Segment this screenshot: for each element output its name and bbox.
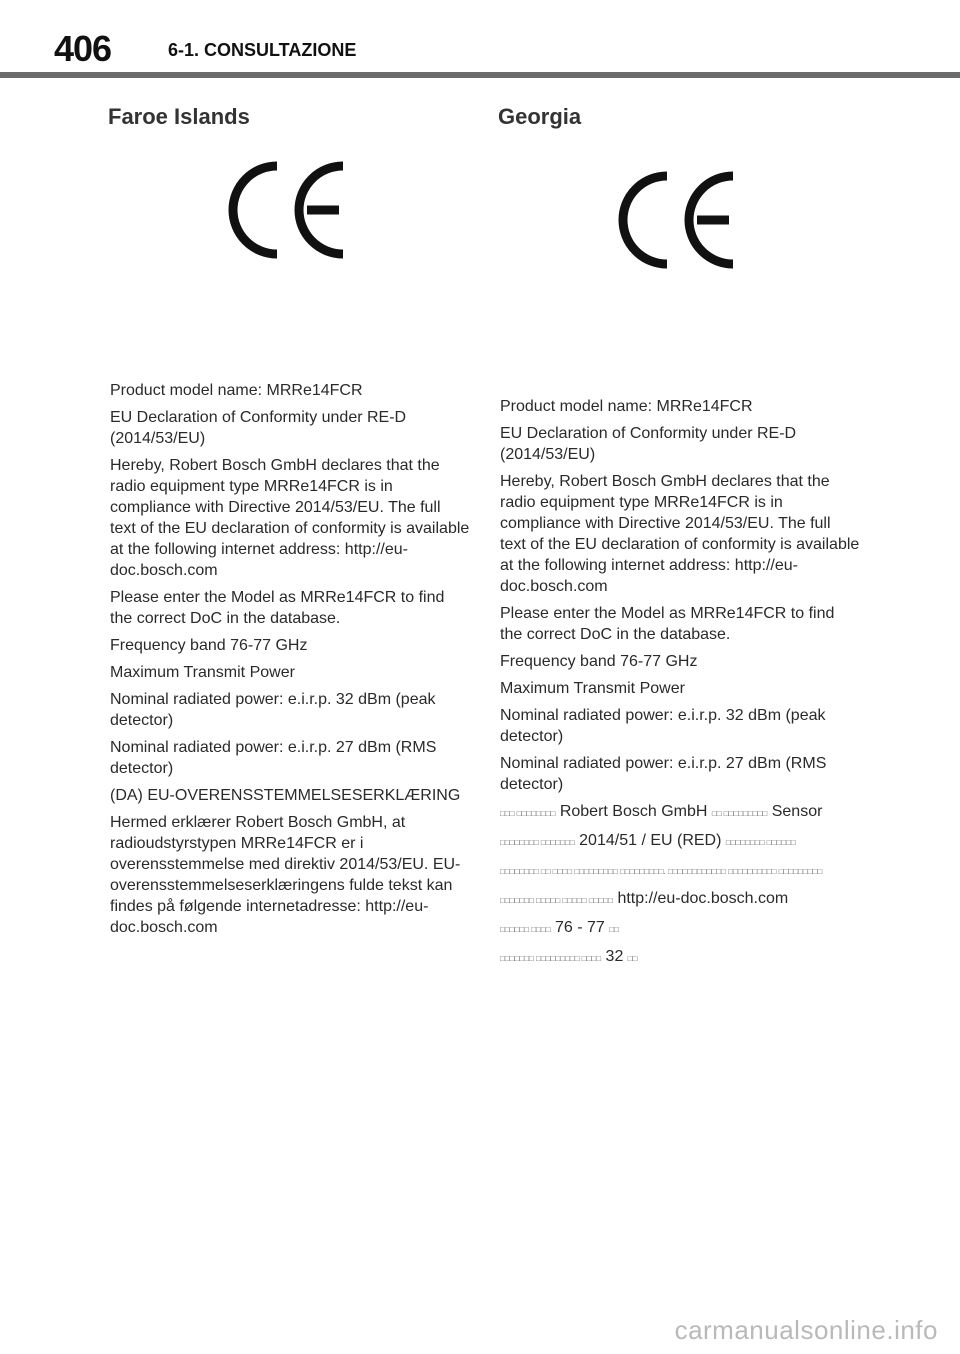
page-header xyxy=(0,0,960,80)
paragraph: Nominal radiated power: e.i.r.p. 27 dBm (RMS detector) xyxy=(500,755,827,793)
paragraph: Maximum Transmit Power xyxy=(110,664,295,681)
georgian-line xyxy=(500,946,860,969)
line-text: 32 xyxy=(605,948,624,965)
line-text: Robert Bosch GmbH xyxy=(559,803,708,820)
ce-mark-container xyxy=(500,170,860,350)
georgian-line xyxy=(500,859,860,882)
missing-glyphs: □□ □□□□□□□□□ xyxy=(711,809,768,818)
missing-glyphs: □□□□□□□ □□□□□ □□□□□ □□□□□ xyxy=(500,896,613,905)
paragraph: Frequency band 76-77 GHz xyxy=(500,653,698,670)
paragraph: (DA) EU-OVERENSSTEMMELSESERKLÆRING xyxy=(110,787,461,804)
section-title: 6-1. CONSULTAZIONE xyxy=(168,40,357,60)
missing-glyphs: □□□□□□ □□□□ xyxy=(500,925,551,934)
line-text: http://eu-doc.bosch.com xyxy=(617,890,789,907)
paragraph: Please enter the Model as MRRe14FCR to find the correct DoC in the database. xyxy=(500,605,835,643)
paragraph: Product model name: MRRe14FCR xyxy=(500,398,753,415)
page-number: 406 xyxy=(54,28,112,69)
paragraph: Product model name: MRRe14FCR xyxy=(110,382,363,399)
georgian-line xyxy=(500,801,860,824)
declaration-text xyxy=(500,396,860,969)
column-georgia xyxy=(500,100,860,975)
paragraph: Please enter the Model as MRRe14FCR to find the correct DoC in the database. xyxy=(110,589,445,627)
watermark: carmanualsonline.info xyxy=(674,1315,938,1345)
georgian-line xyxy=(500,830,860,853)
paragraph: EU Declaration of Conformity under RE-D (2014/53/EU) xyxy=(110,409,407,447)
declaration-text xyxy=(110,380,470,938)
country-heading: Georgia xyxy=(498,104,582,129)
ce-mark-container xyxy=(110,160,470,340)
column-faroe-islands xyxy=(110,100,470,944)
paragraph: Hereby, Robert Bosch GmbH declares that the radio equipment type MRRe14FCR is in compliance with Directive 2014/53/EU. The full text of the EU declaration of conformity is available at the following internet address: http://eu-doc.bosch.com xyxy=(110,457,470,579)
paragraph: Nominal radiated power: e.i.r.p. 32 dBm (peak detector) xyxy=(110,691,436,729)
paragraph: Hereby, Robert Bosch GmbH declares that the radio equipment type MRRe14FCR is in compliance with Directive 2014/53/EU. The full text of the EU declaration of conformity is available at the following internet address: http://eu-doc.bosch.com xyxy=(500,473,860,595)
missing-glyphs: □□□□□□□□ □□□□□□□ xyxy=(500,838,575,847)
missing-glyphs: □□□□□□□ □□□□□□□□□ □□□□ xyxy=(500,954,602,963)
georgian-line xyxy=(500,888,860,911)
line-text: 76 - 77 xyxy=(555,919,605,936)
georgian-line xyxy=(500,917,860,940)
line-text: Sensor xyxy=(771,803,823,820)
ce-mark-icon xyxy=(225,160,355,260)
missing-glyphs: □□ xyxy=(627,954,638,963)
missing-glyphs: □□□□□□□□ □□ □□□□ □□□□□□□□□ □□□□□□□□□. □□□□□□□□□□□□ □□□□□□□□□□ □□□□□□□□□ xyxy=(500,867,823,876)
header-rule xyxy=(0,72,960,78)
paragraph: EU Declaration of Conformity under RE-D (2014/53/EU) xyxy=(500,425,797,463)
country-heading: Faroe Islands xyxy=(108,104,250,129)
ce-mark-icon xyxy=(615,170,745,270)
missing-glyphs: □□□ □□□□□□□□ xyxy=(500,809,556,818)
paragraph: Nominal radiated power: e.i.r.p. 32 dBm (peak detector) xyxy=(500,707,826,745)
paragraph: Maximum Transmit Power xyxy=(500,680,685,697)
missing-glyphs: □□□□□□□□ □□□□□□ xyxy=(725,838,796,847)
paragraph: Hermed erklærer Robert Bosch GmbH, at radioudstyrstypen MRRe14FCR er i overensstemmelse med direktiv 2014/53/EU. EU-overensstemmelseserklæringens fulde tekst kan findes på følgende internetadresse: http://eu-doc.bosch.com xyxy=(110,814,461,936)
line-text: 2014/51 / EU (RED) xyxy=(579,832,722,849)
paragraph: Frequency band 76-77 GHz xyxy=(110,637,308,654)
paragraph: Nominal radiated power: e.i.r.p. 27 dBm (RMS detector) xyxy=(110,739,437,777)
missing-glyphs: □□ xyxy=(609,925,619,934)
